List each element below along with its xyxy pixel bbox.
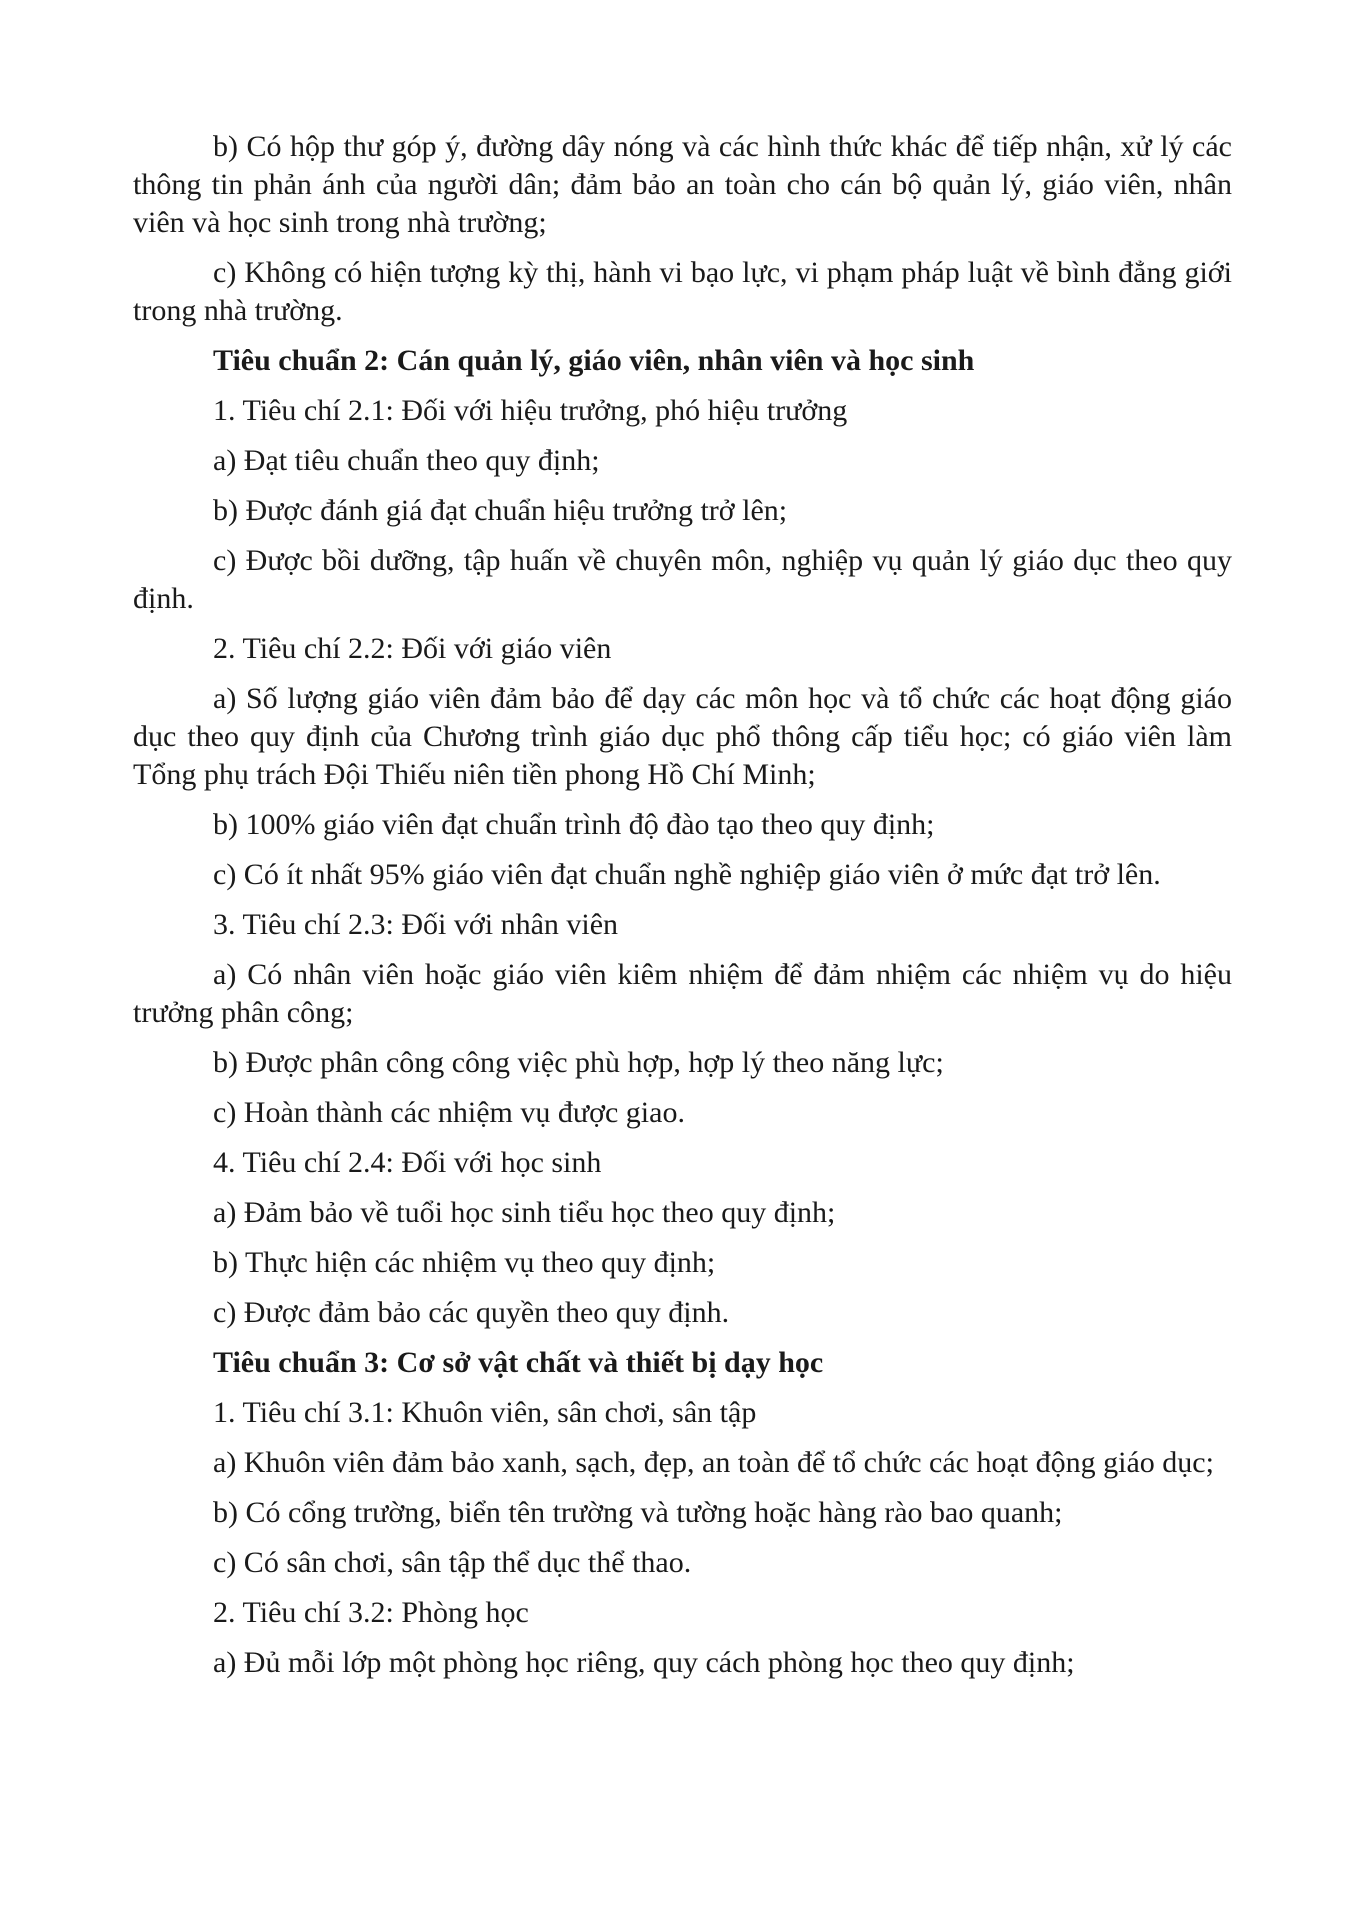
criterion-2-1-title: 1. Tiêu chí 2.1: Đối với hiệu trưởng, phó hiệu trưởng — [213, 394, 848, 427]
criterion-2-2-title: 2. Tiêu chí 2.2: Đối với giáo viên — [213, 632, 612, 665]
criterion-2-3-item-b: b) Được phân công công việc phù hợp, hợp lý theo năng lực; — [213, 1046, 944, 1079]
criterion-2-3-item-c: c) Hoàn thành các nhiệm vụ được giao. — [213, 1096, 685, 1129]
criterion-2-1-item-c: c) Được bồi dưỡng, tập huấn về chuyên môn, nghiệp vụ quản lý giáo dục theo quy định. — [133, 544, 1232, 615]
criterion-2-2-item-b: b) 100% giáo viên đạt chuẩn trình độ đào tạo theo quy định; — [213, 808, 935, 841]
criterion-2-4-title: 4. Tiêu chí 2.4: Đối với học sinh — [213, 1146, 602, 1179]
criterion-2-4-item-c: c) Được đảm bảo các quyền theo quy định. — [213, 1296, 730, 1329]
document-body — [133, 128, 1232, 1682]
criterion-2-1-item-a: a) Đạt tiêu chuẩn theo quy định; — [213, 444, 600, 477]
criterion-2-3-title: 3. Tiêu chí 2.3: Đối với nhân viên — [213, 908, 619, 941]
criterion-3-1-item-c: c) Có sân chơi, sân tập thể dục thể thao. — [213, 1546, 692, 1579]
heading-standard-2: Tiêu chuẩn 2: Cán quản lý, giáo viên, nhân viên và học sinh — [213, 344, 975, 377]
criterion-3-1-title: 1. Tiêu chí 3.1: Khuôn viên, sân chơi, sân tập — [213, 1396, 757, 1429]
criterion-2-3-item-a: a) Có nhân viên hoặc giáo viên kiêm nhiệm để đảm nhiệm các nhiệm vụ do hiệu trưởng phân công; — [133, 958, 1232, 1029]
criterion-3-2-item-a: a) Đủ mỗi lớp một phòng học riêng, quy cách phòng học theo quy định; — [213, 1646, 1075, 1679]
criterion-3-1-item-b: b) Có cổng trường, biển tên trường và tường hoặc hàng rào bao quanh; — [213, 1496, 1063, 1529]
criterion-2-4-item-a: a) Đảm bảo về tuổi học sinh tiểu học theo quy định; — [213, 1196, 836, 1229]
criterion-2-2-item-a: a) Số lượng giáo viên đảm bảo để dạy các môn học và tổ chức các hoạt động giáo dục theo quy định của Chương trình giáo dục phổ thông cấp tiểu học; có giáo viên làm Tổng phụ trách Đội Thiếu niên tiền phong Hồ Chí Minh; — [133, 682, 1232, 791]
heading-standard-3: Tiêu chuẩn 3: Cơ sở vật chất và thiết bị dạy học — [213, 1346, 824, 1379]
criterion-2-2-item-c: c) Có ít nhất 95% giáo viên đạt chuẩn nghề nghiệp giáo viên ở mức đạt trở lên. — [213, 858, 1161, 891]
criterion-3-2-title: 2. Tiêu chí 3.2: Phòng học — [213, 1596, 529, 1629]
paragraph-standard-1-item-b: b) Có hộp thư góp ý, đường dây nóng và các hình thức khác để tiếp nhận, xử lý các thông tin phản ánh của người dân; đảm bảo an toàn cho cán bộ quản lý, giáo viên, nhân viên và học sinh trong nhà trường; — [133, 130, 1232, 239]
criterion-3-1-item-a: a) Khuôn viên đảm bảo xanh, sạch, đẹp, an toàn để tổ chức các hoạt động giáo dục; — [213, 1446, 1214, 1479]
criterion-2-1-item-b: b) Được đánh giá đạt chuẩn hiệu trưởng trở lên; — [213, 494, 788, 527]
paragraph-standard-1-item-c: c) Không có hiện tượng kỳ thị, hành vi bạo lực, vi phạm pháp luật về bình đẳng giới trong nhà trường. — [133, 256, 1232, 327]
criterion-2-4-item-b: b) Thực hiện các nhiệm vụ theo quy định; — [213, 1246, 716, 1279]
